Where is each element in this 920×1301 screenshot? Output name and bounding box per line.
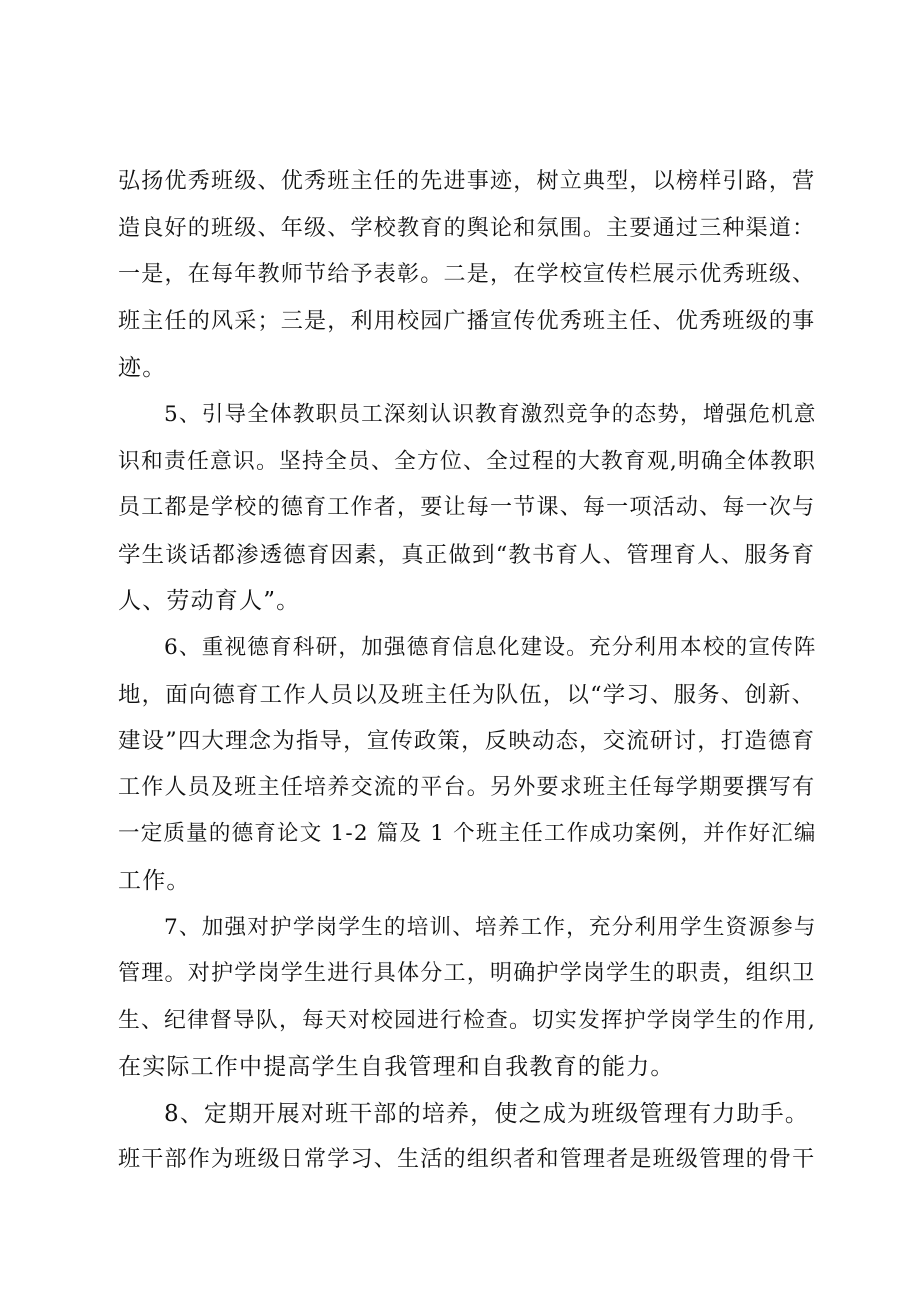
text-line: 一是，在每年教师节给予表彰。二是，在学校宣传栏展示优秀班级、 [118,262,816,288]
text-line: 人、劳动育人”。 [118,588,301,615]
text-line: 管理。对护学岗学生进行具体分工，明确护学岗学生的职责，组织卫 [118,961,816,987]
paragraph-5-start: 5、引导全体教职员工深刻认识教育激烈竞争的态势，增强危机意 [164,401,817,427]
text-line: 班干部作为班级日常学习、生活的组织者和管理者是班级管理的骨干 [118,1147,816,1173]
text-line: 地，面向德育工作人员以及班主任为队伍，以“学习、服务、创新、 [118,681,816,708]
text-line: 员工都是学校的德育工作者，要让每一节课、每一项活动、每一次与 [118,495,816,521]
text-line: 迹。 [118,355,167,382]
text-line: 工作。 [118,867,191,894]
text-line: 建设”四大理念为指导，宣传政策，反映动态，交流研讨，打造德育 [118,728,816,755]
text-line: 识和责任意识。坚持全员、全方位、全过程的大教育观,明确全体教职 [118,448,817,474]
text-line: 一定质量的德育论文 1-2 篇及 1 个班主任工作成功案例，并作好汇编 [118,821,817,847]
text-line: 弘扬优秀班级、优秀班主任的先进事迹，树立典型，以榜样引路，营 [118,169,816,194]
paragraph-6-start: 6、重视德育科研，加强德育信息化建设。充分利用本校的宣传阵 [164,634,817,660]
text-line: 在实际工作中提高学生自我管理和自我教育的能力。 [118,1054,675,1081]
text-line: 造良好的班级、年级、学校教育的舆论和氛围。主要通过三种渠道： [118,215,816,241]
text-line: 生、纪律督导队，每天对校园进行检查。切实发挥护学岗学生的作用, [118,1007,817,1033]
document-body [118,159,818,1184]
text-line: 班主任的风采；三是，利用校园广播宣传优秀班主任、优秀班级的事 [118,308,816,334]
paragraph-7-start: 7、加强对护学岗学生的培训、培养工作，充分利用学生资源参与 [164,914,817,940]
text-line: 学生谈话都渗透德育因素，真正做到“教书育人、管理育人、服务育 [118,541,816,568]
text-line: 工作人员及班主任培养交流的平台。另外要求班主任每学期要撰写有 [118,774,816,800]
paragraph-8-start: 8、定期开展对班干部的培养，使之成为班级管理有力助手。 [164,1100,810,1127]
